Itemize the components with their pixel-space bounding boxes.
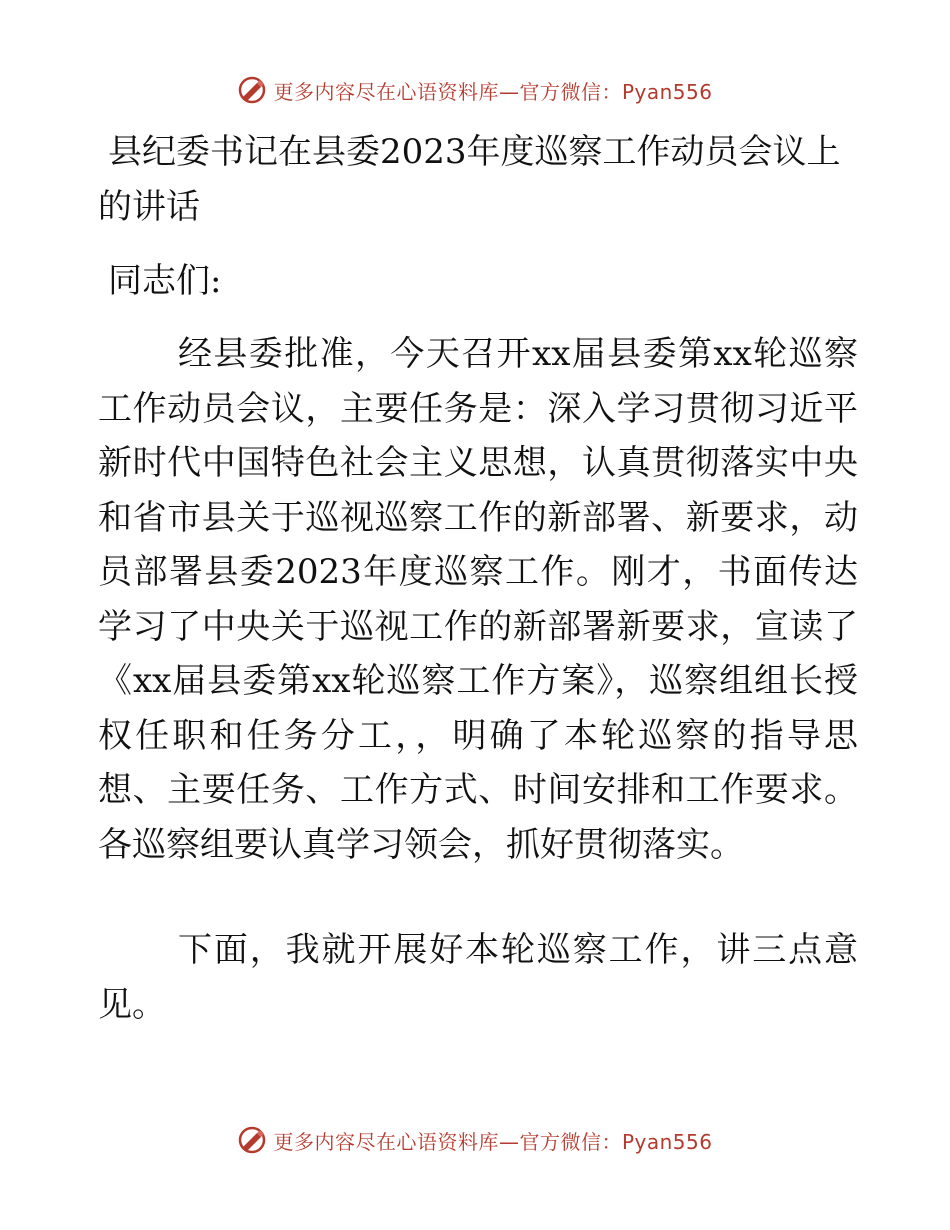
body-paragraph: 下面，我就开展好本轮巡察工作，讲三点意见。 xyxy=(98,930,858,1025)
body-paragraph: 经县委批准，今天召开xx届县委第xx轮巡察工作动员会议，主要任务是：深入学习贯彻习近平新时代中国特色社会主义思想，认真贯彻落实中央和省市县关于巡视巡察工作的新部署、新要求，动员部署县委2023年度巡察工作。刚才，书面传达学习了中央关于巡视工作的新部署新要求，宣读了《xx届县委第xx轮巡察工作方案》，巡察组组长授权任职和任务分工，，明确了本轮巡察的指导思想、主要任务、工作方式、时间安排和工作要求。各巡察组要认真学习领会，抓好贯彻落实。 xyxy=(98,334,858,865)
watermark-text: 更多内容尽在心语资料库—官方微信：Pyan556 xyxy=(273,1129,713,1154)
document-title: 县纪委书记在县委2023年度巡察工作动员会议上的讲话 xyxy=(98,132,841,227)
header-watermark xyxy=(0,70,950,110)
watermark-text: 更多内容尽在心语资料库—官方微信：Pyan556 xyxy=(273,79,713,104)
pen-logo-icon xyxy=(237,75,267,105)
pen-logo-icon xyxy=(237,1125,267,1155)
greeting: 同志们: xyxy=(108,261,222,301)
footer-watermark xyxy=(0,1120,950,1160)
